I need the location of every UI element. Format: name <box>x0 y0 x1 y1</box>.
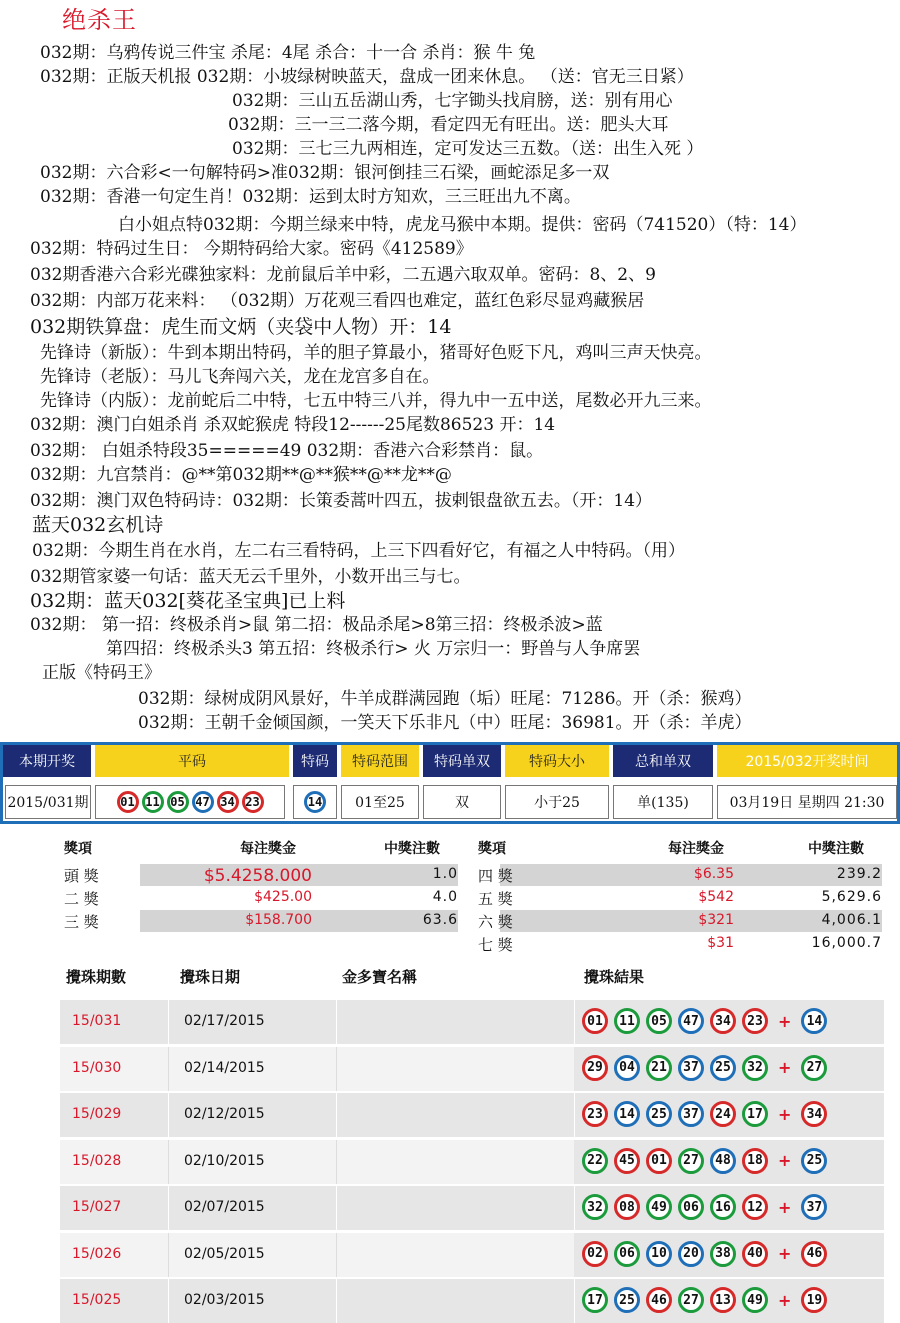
lottery-ball: 02 <box>582 1241 608 1267</box>
history-balls <box>582 1148 827 1174</box>
prize-amount: $542 <box>698 889 734 905</box>
history-row <box>60 1000 884 1044</box>
prize-count: 4.0 <box>432 889 458 905</box>
prize-name: 七 獎 <box>478 936 513 954</box>
prize-name: 三 獎 <box>64 913 99 931</box>
text-line: 032期：九宫禁肖：@**第032期**@**猴**@**龙**@ <box>30 465 452 485</box>
history-date: 02/07/2015 <box>184 1199 265 1215</box>
text-line: 032期：乌鸦传说三件宝 杀尾：4尾 杀合：十一合 杀肖：猴 牛 兔 <box>40 43 536 63</box>
prize-count: 4,006.1 <box>821 912 882 928</box>
lottery-ball: 34 <box>217 791 239 813</box>
lottery-ball: 12 <box>742 1194 768 1220</box>
history-row <box>60 1093 884 1137</box>
plus-sign: + <box>778 1104 792 1124</box>
header-current-draw: 本期开奖 <box>3 745 91 777</box>
lottery-ball: 20 <box>678 1241 704 1267</box>
prize-name: 六 獎 <box>478 913 513 931</box>
lottery-ball: 25 <box>801 1148 827 1174</box>
text-line: 032期：特码过生日： 今期特码给大家。密码《412589》 <box>30 239 473 259</box>
text-line: 032期：三山五岳湖山秀，七字锄头找肩膀，送：别有用心 <box>232 91 673 111</box>
history-balls <box>582 1101 827 1127</box>
history-header-jackpot: 金多寶名稱 <box>342 968 418 986</box>
text-line: 032期铁算盘：虎生而文炳（夹袋中人物）开：14 <box>30 316 452 338</box>
text-line: 先锋诗（新版）：牛到本期出特码，羊的胆子算最小，猪哥好色贬下凡，鸡叫三声天快亮。 <box>40 343 712 363</box>
lottery-ball: 13 <box>710 1287 736 1313</box>
text-line: 032期管家婆一句话：蓝天无云千里外，小数开出三与七。 <box>30 567 471 587</box>
text-line: 032期： 白姐杀特段35=====49 032期：香港六合彩禁肖：鼠。 <box>30 441 544 461</box>
lottery-ball: 01 <box>582 1008 608 1034</box>
result-sum-odd-even: 单(135) <box>613 785 713 819</box>
lottery-ball: 25 <box>646 1101 672 1127</box>
lottery-ball: 25 <box>710 1055 736 1081</box>
column-divider <box>336 1047 337 1091</box>
column-divider <box>168 1047 169 1091</box>
column-divider <box>168 1093 169 1137</box>
history-date: 02/17/2015 <box>184 1013 265 1029</box>
result-special-ball <box>293 785 337 819</box>
prize-count: 16,000.7 <box>811 935 882 951</box>
prize-amount: $321 <box>698 912 734 928</box>
history-date: 02/10/2015 <box>184 1152 265 1169</box>
header-regular-numbers: 平码 <box>95 745 289 777</box>
lottery-ball: 38 <box>710 1241 736 1267</box>
lottery-ball: 18 <box>742 1148 768 1174</box>
lottery-ball: 32 <box>742 1055 768 1081</box>
lottery-ball: 34 <box>710 1008 736 1034</box>
column-divider <box>336 1186 337 1230</box>
lottery-ball: 06 <box>678 1194 704 1220</box>
text-line: 032期：内部万花来料： （032期）万花观三看四也难定，蓝红色彩尽显鸡藏猴居 <box>30 291 645 311</box>
prize-amount: $158.700 <box>245 912 312 928</box>
lottery-ball: 40 <box>742 1241 768 1267</box>
lottery-ball: 19 <box>801 1287 827 1313</box>
column-divider <box>168 1233 169 1277</box>
text-line: 032期：王朝千金倾国颜，一笑天下乐非凡（中）旺尾：36981。开（杀：羊虎） <box>138 713 752 733</box>
prize-header-amount: 每注獎金 <box>240 841 296 857</box>
result-period: 2015/031期 <box>5 785 91 819</box>
lottery-ball: 23 <box>582 1101 608 1127</box>
lottery-ball: 37 <box>801 1194 827 1220</box>
plus-sign: + <box>778 1011 792 1031</box>
text-line: 正版《特码王》 <box>42 663 161 683</box>
text-line: 第四招：终极杀头3 第五招：终极杀行> 火 万宗归一：野兽与人争席罢 <box>106 639 641 659</box>
page-title: 绝杀王 <box>62 6 137 34</box>
history-period: 15/031 <box>72 1013 122 1029</box>
lottery-ball: 46 <box>801 1241 827 1267</box>
column-divider <box>336 1000 337 1044</box>
text-line: 032期：三七三九两相连，定可发达三五数。（送：出生入死 ） <box>232 139 704 159</box>
prize-count: 239.2 <box>836 866 882 882</box>
lottery-ball: 04 <box>614 1055 640 1081</box>
prize-table <box>0 836 900 960</box>
lottery-ball: 10 <box>646 1241 672 1267</box>
lottery-ball: 27 <box>678 1287 704 1313</box>
lottery-ball: 17 <box>742 1101 768 1127</box>
header-special-odd-even: 特码单双 <box>423 745 501 777</box>
prize-header-item: 獎項 <box>64 841 92 857</box>
lottery-ball: 34 <box>801 1101 827 1127</box>
lottery-ball: 01 <box>646 1148 672 1174</box>
lottery-ball: 14 <box>614 1101 640 1127</box>
result-next-time: 03月19日 星期四 21:30 <box>717 785 897 819</box>
text-line: 032期香港六合彩光碟独家料：龙前鼠后羊中彩，二五遇六取双单。密码：8、2、9 <box>30 265 656 285</box>
header-next-draw-time: 2015/032开奖时间 <box>717 745 897 777</box>
lottery-ball: 08 <box>614 1194 640 1220</box>
history-row <box>60 1047 884 1091</box>
history-period: 15/028 <box>72 1152 122 1169</box>
lottery-ball: 27 <box>801 1055 827 1081</box>
history-balls <box>582 1008 827 1034</box>
prize-header-count: 中獎注數 <box>384 841 440 857</box>
lottery-ball: 27 <box>678 1148 704 1174</box>
plus-sign: + <box>778 1290 792 1310</box>
result-size: 小于25 <box>505 785 609 819</box>
history-date: 02/05/2015 <box>184 1245 265 1262</box>
plus-sign: + <box>778 1244 792 1263</box>
lottery-ball: 32 <box>582 1194 608 1220</box>
text-line: 032期：澳门白姐杀肖 杀双蛇猴虎 特段12------25尾数86523 开：14 <box>30 415 556 435</box>
column-divider <box>574 1279 575 1323</box>
lottery-ball: 47 <box>678 1008 704 1034</box>
lottery-ball: 48 <box>710 1148 736 1174</box>
prize-amount: $5.4258.000 <box>203 866 312 886</box>
lottery-ball: 01 <box>117 791 139 813</box>
lottery-ball: 17 <box>582 1287 608 1313</box>
history-balls <box>582 1241 827 1267</box>
text-line: 032期：绿树成阴风景好，牛羊成群满园跑（垢）旺尾：71286。开（杀：猴鸡） <box>138 689 752 709</box>
history-header-date: 攪珠日期 <box>180 968 241 986</box>
column-divider <box>574 1186 575 1230</box>
lottery-ball: 37 <box>678 1101 704 1127</box>
prize-count: 63.6 <box>422 912 458 928</box>
header-special-number: 特码 <box>293 745 337 777</box>
lottery-ball: 21 <box>646 1055 672 1081</box>
lottery-ball: 29 <box>582 1055 608 1081</box>
prize-amount: $425.00 <box>254 889 312 905</box>
lottery-ball: 24 <box>710 1101 736 1127</box>
lottery-ball: 46 <box>646 1287 672 1313</box>
history-date: 02/03/2015 <box>184 1292 265 1308</box>
column-divider <box>336 1279 337 1323</box>
history-period: 15/027 <box>72 1199 122 1215</box>
text-line: 032期：蓝天032[葵花圣宝典]已上料 <box>30 590 346 612</box>
prize-header-amount-right: 每注獎金 <box>668 841 724 857</box>
prize-name: 五 獎 <box>478 890 513 908</box>
plus-sign: + <box>778 1151 792 1170</box>
text-line: 先锋诗（内版）：龙前蛇后二中特，七五中特三八并，得九中一五中送，尾数必开九三来。 <box>40 391 712 411</box>
prize-amount: $31 <box>707 935 734 951</box>
column-divider <box>336 1140 337 1184</box>
history-period: 15/025 <box>72 1292 122 1308</box>
prize-count: 5,629.6 <box>821 889 882 905</box>
column-divider <box>168 1279 169 1323</box>
history-row <box>60 1279 884 1323</box>
column-divider <box>168 1186 169 1230</box>
lottery-ball: 49 <box>646 1194 672 1220</box>
lottery-ball: 11 <box>142 791 164 813</box>
lottery-ball: 47 <box>192 791 214 813</box>
lottery-ball: 25 <box>614 1287 640 1313</box>
column-divider <box>574 1000 575 1044</box>
lottery-ball: 05 <box>646 1008 672 1034</box>
history-date: 02/14/2015 <box>184 1059 265 1076</box>
history-row <box>60 1233 884 1277</box>
column-divider <box>336 1233 337 1277</box>
text-line: 032期：澳门双色特码诗：032期：长策委蒿叶四五，拔剌银盘欲五去。（开：14） <box>30 491 653 511</box>
result-range: 01至25 <box>341 785 419 819</box>
history-period: 15/030 <box>72 1059 122 1076</box>
history-balls <box>582 1055 827 1081</box>
prize-header-count-right: 中獎注數 <box>808 841 864 857</box>
lottery-ball: 14 <box>801 1008 827 1034</box>
lottery-ball: 16 <box>710 1194 736 1220</box>
text-line: 032期：今期生肖在水肖，左二右三看特码，上三下四看好它，有福之人中特码。（用） <box>32 541 685 561</box>
row-bg <box>60 1140 574 1184</box>
row-bg <box>60 1047 574 1091</box>
lottery-ball: 49 <box>742 1287 768 1313</box>
history-row <box>60 1186 884 1230</box>
header-special-range: 特码范围 <box>341 745 419 777</box>
text-line: 白小姐点特032期：今期兰绿来中特，虎龙马猴中本期。提供：密码（741520）（特：14） <box>118 215 807 235</box>
text-line: 032期：六合彩<一句解特码>准032期：银河倒挂三石梁，画蛇添足多一双 <box>40 163 610 183</box>
lottery-ball: 05 <box>167 791 189 813</box>
history-period: 15/026 <box>72 1245 122 1262</box>
column-divider <box>168 1000 169 1044</box>
plus-sign: + <box>778 1058 792 1077</box>
text-line: 蓝天032玄机诗 <box>32 514 164 536</box>
text-line: 032期： 第一招：终极杀肖>鼠 第二招：极品杀尾>8第三招：终极杀波>蓝 <box>30 615 603 635</box>
lottery-ball: 06 <box>614 1241 640 1267</box>
text-line: 先锋诗（老版）：马儿飞奔闯六关，龙在龙宫多自在。 <box>40 367 440 387</box>
history-header-result: 攪珠結果 <box>584 968 645 986</box>
prize-name: 二 獎 <box>64 890 99 908</box>
prize-name: 頭 獎 <box>64 867 99 885</box>
history-balls <box>582 1287 827 1313</box>
column-divider <box>168 1140 169 1184</box>
history-header-period: 攪珠期數 <box>66 968 127 986</box>
lottery-ball: 37 <box>678 1055 704 1081</box>
history-balls <box>582 1194 827 1220</box>
lottery-ball: 14 <box>304 791 326 813</box>
text-line: 032期：三一三二落今期，看定四无有旺出。送：肥头大耳 <box>228 115 669 135</box>
prize-count: 1.0 <box>432 866 458 882</box>
column-divider <box>336 1093 337 1137</box>
plus-sign: + <box>778 1197 792 1217</box>
history-date: 02/12/2015 <box>184 1106 265 1122</box>
prize-amount: $6.35 <box>693 866 734 882</box>
lottery-ball: 22 <box>582 1148 608 1174</box>
lottery-ball: 23 <box>742 1008 768 1034</box>
column-divider <box>574 1093 575 1137</box>
result-odd-even: 双 <box>423 785 501 819</box>
header-special-size: 特码大小 <box>505 745 609 777</box>
result-regular-balls <box>95 785 285 819</box>
history-period: 15/029 <box>72 1106 122 1122</box>
lottery-ball: 11 <box>614 1008 640 1034</box>
row-bg <box>60 1233 574 1277</box>
text-line: 032期：正版天机报 032期：小坡绿树映蓝天，盘成一团来休息。 （送：官无三日紧） <box>40 67 694 87</box>
latest-results-table <box>0 742 900 824</box>
history-row <box>60 1140 884 1184</box>
header-sum-odd-even: 总和单双 <box>613 745 713 777</box>
lottery-ball: 23 <box>242 791 264 813</box>
prize-name: 四 獎 <box>478 867 513 885</box>
prize-header-item-right: 獎項 <box>478 841 506 857</box>
text-line: 032期：香港一句定生肖！032期：运到太时方知欢，三三旺出九不离。 <box>40 187 581 207</box>
lottery-ball: 45 <box>614 1148 640 1174</box>
